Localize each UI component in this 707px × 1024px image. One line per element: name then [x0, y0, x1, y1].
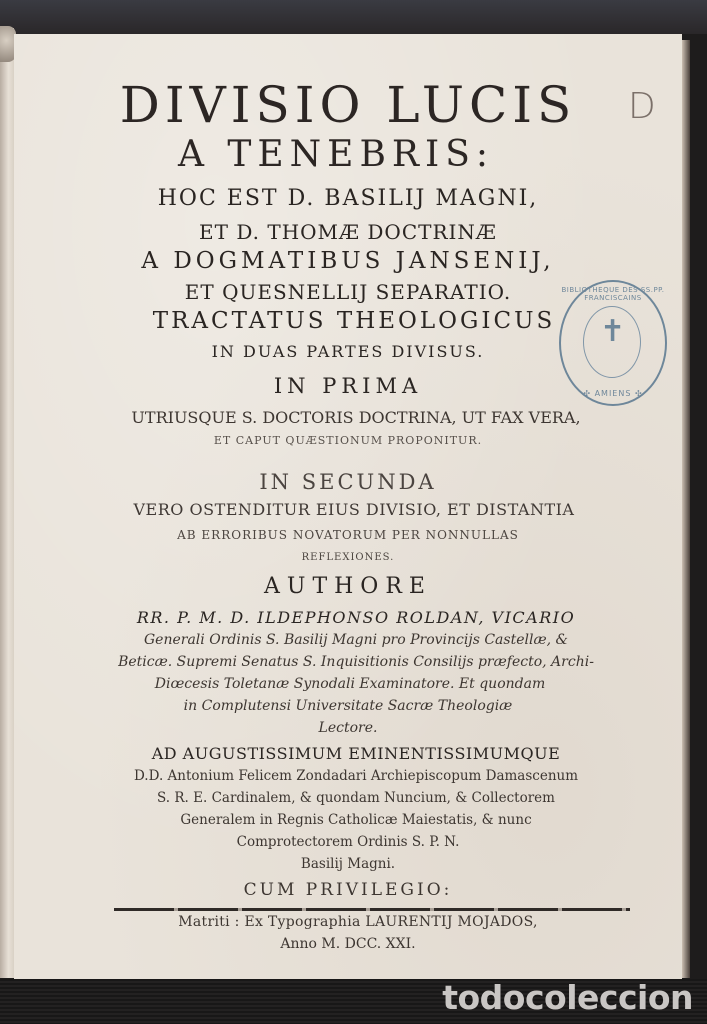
title-line-2: A TENEBRIS: [177, 134, 495, 175]
library-stamp [559, 280, 667, 406]
part-two-line: AB ERRORIBUS NOVATORUM PER NONNULLAS [177, 528, 519, 542]
watermark-text: todocoleccion [442, 978, 693, 1017]
dedication-line: Generalem in Regnis Catholicæ Maiestatis, & nunc [180, 812, 532, 828]
dedication-line: Basilij Magni. [300, 856, 396, 872]
divider-rule [114, 908, 630, 911]
imprint-year: Anno M. DCC. XXI. [280, 936, 416, 952]
part-one-heading: IN PRIMA [273, 374, 423, 398]
author-heading: AUTHORE [264, 574, 432, 599]
background-shadow-top [0, 0, 707, 34]
dedication-line: AD AUGUSTISSIMUM EMINENTISSIMUMQUE [151, 744, 561, 763]
author-line: in Complutensi Universitate Sacræ Theologiæ [183, 698, 513, 714]
subtitle-line: HOC EST D. BASILIJ MAGNI, [157, 186, 539, 211]
author-line: Beticæ. Supremi Senatus S. Inquisitionis Consilijs præfecto, Archi- [118, 654, 594, 670]
subtitle-line: ET QUESNELLIJ SEPARATIO. [184, 280, 512, 304]
dedication-line: Comprotectorem Ordinis S. P. N. [236, 834, 460, 850]
cross-icon: ✝ [600, 314, 626, 349]
author-line: Generali Ordinis S. Basilij Magni pro Provincijs Castellæ, & [144, 632, 568, 648]
subtitle-line: ET D. THOMÆ DOCTRINÆ [199, 220, 497, 244]
page-edge-right [682, 40, 690, 978]
part-two-line: REFLEXIONES. [301, 552, 395, 563]
stamp-place: ✣ AMIENS ✣ [583, 389, 643, 398]
imprint-line: Matriti : Ex Typographia LAURENTIJ MOJADOS, [178, 914, 538, 930]
subtitle-line: IN DUAS PARTES DIVISUS. [211, 342, 485, 361]
part-one-line: ET CAPUT QUÆSTIONUM PROPONITUR. [213, 434, 483, 447]
title-page [14, 34, 682, 979]
stamp-text: BIBLIOTHEQUE DES SS.PP. FRANCISCAINS [561, 286, 665, 302]
subtitle-line: TRACTATUS THEOLOGICUS [152, 308, 556, 334]
author-line: RR. P. M. D. ILDEPHONSO ROLDAN, VICARIO [136, 608, 576, 627]
subtitle-line: A DOGMATIBUS JANSENIJ, [141, 248, 555, 274]
author-line: Diœcesis Toletanæ Synodali Examinatore. Et quondam [154, 676, 546, 692]
part-two-heading: IN SECUNDA [259, 470, 437, 494]
dedication-line: S. R. E. Cardinalem, & quondam Nuncium, & Collectorem [157, 790, 555, 806]
pencil-mark: D [628, 86, 656, 127]
part-two-line: VERO OSTENDITUR EIUS DIVISIO, ET DISTANTIA [133, 500, 575, 519]
part-one-line: UTRIUSQUE S. DOCTORIS DOCTRINA, UT FAX VERA, [131, 408, 581, 427]
dedication-line: D.D. Antonium Felicem Zondadari Archiepiscopum Damascenum [133, 768, 579, 784]
author-line: Lectore. [318, 720, 378, 736]
privilege-line: CUM PRIVILEGIO: [243, 880, 453, 900]
title-line-1: DIVISIO LUCIS [119, 76, 577, 134]
